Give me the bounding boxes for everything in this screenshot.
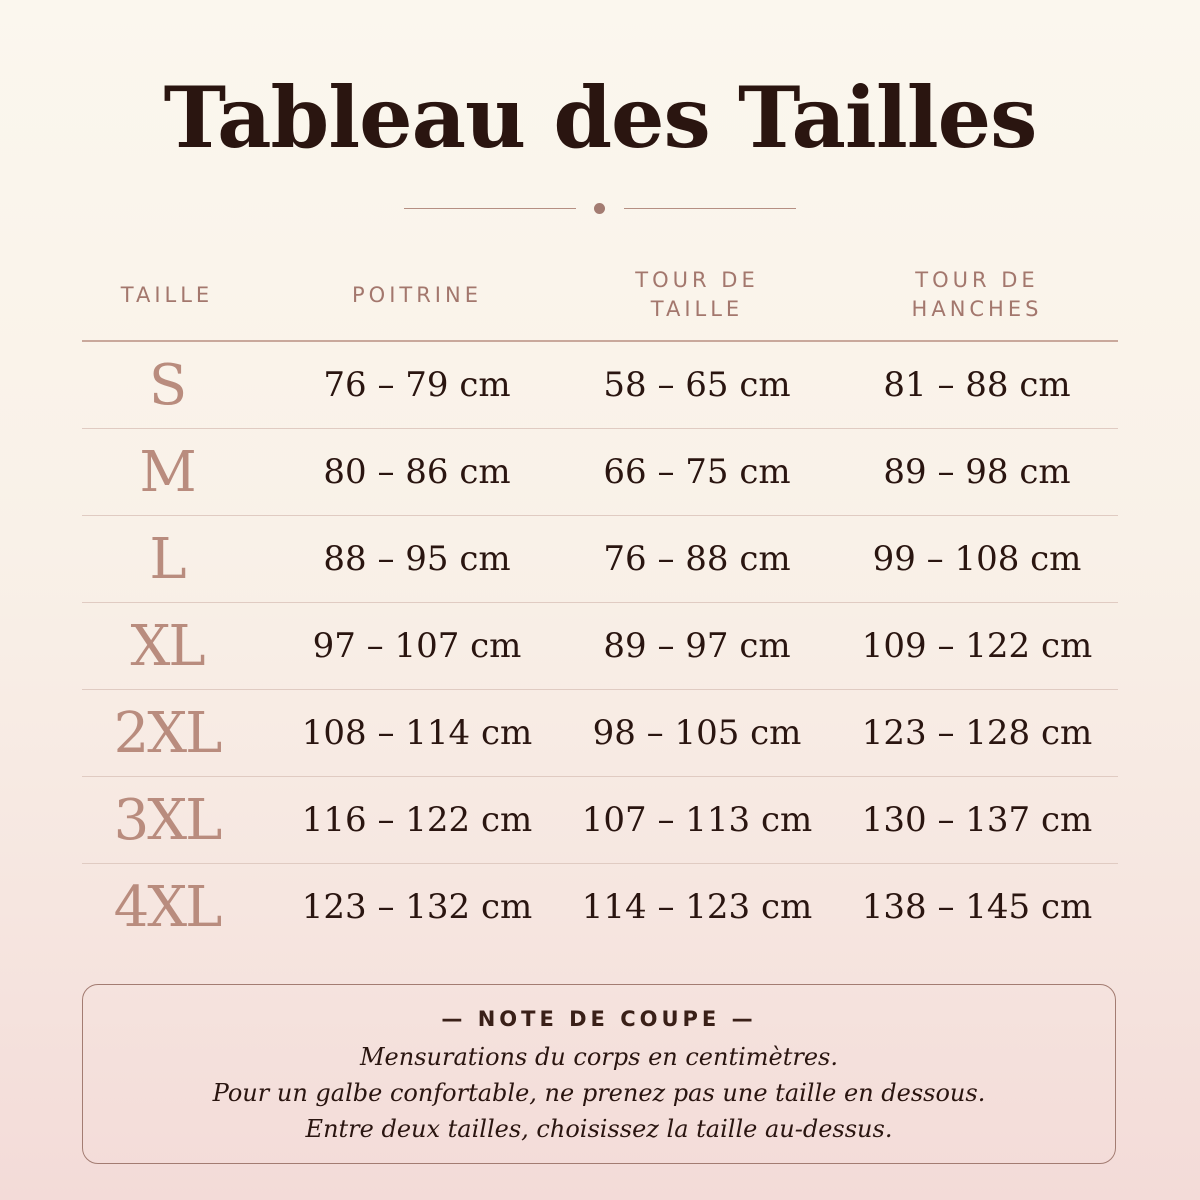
hips-value: 138 – 145 cm [861, 887, 1093, 927]
hips-value: 81 – 88 cm [883, 365, 1071, 405]
title-divider [404, 200, 796, 218]
header-hips [837, 250, 1117, 340]
waist-value: 76 – 88 cm [603, 539, 791, 579]
header-size-label: TAILLE [120, 282, 214, 307]
table-row [82, 342, 1118, 429]
chest-value: 123 – 132 cm [301, 887, 533, 927]
chest-value: 76 – 79 cm [323, 365, 511, 405]
chest-value: 88 – 95 cm [323, 539, 511, 579]
header-hips-line-1: TOUR DE [915, 268, 1039, 292]
header-waist-line-2: TAILLE [650, 297, 744, 321]
hips-value: 109 – 122 cm [861, 626, 1093, 666]
table-header [82, 250, 1118, 342]
hips-value: 99 – 108 cm [872, 539, 1082, 579]
fit-note-line: Mensurations du corps en centimètres. [359, 1043, 839, 1071]
hips-value: 89 – 98 cm [883, 452, 1071, 492]
table-row [82, 516, 1118, 603]
divider-line-right [624, 208, 796, 209]
divider-dot [594, 203, 605, 214]
fit-note-title: — NOTE DE COUPE — [441, 1007, 757, 1031]
chest-value: 108 – 114 cm [301, 713, 533, 753]
header-waist-line-1: TOUR DE [635, 268, 759, 292]
header-size [82, 250, 252, 340]
waist-value: 58 – 65 cm [603, 365, 791, 405]
header-waist [557, 250, 837, 340]
size-label: S [148, 352, 186, 418]
table-row [82, 777, 1118, 864]
hips-value: 123 – 128 cm [861, 713, 1093, 753]
waist-value: 114 – 123 cm [581, 887, 813, 927]
fit-note-text [83, 1039, 1115, 1147]
size-label: L [149, 526, 185, 592]
fit-note-line: Pour un galbe confortable, ne prenez pas une taille en dessous. [212, 1079, 986, 1107]
waist-value: 98 – 105 cm [592, 713, 802, 753]
header-chest-label: POITRINE [352, 282, 482, 307]
hips-value: 130 – 137 cm [861, 800, 1093, 840]
fit-note-box [82, 984, 1116, 1164]
waist-value: 89 – 97 cm [603, 626, 791, 666]
table-row [82, 864, 1118, 950]
waist-value: 107 – 113 cm [581, 800, 813, 840]
fit-note-line: Entre deux tailles, choisissez la taille au-dessus. [305, 1115, 893, 1143]
size-label: 3XL [113, 787, 221, 853]
header-chest [277, 250, 557, 340]
chest-value: 80 – 86 cm [323, 452, 511, 492]
waist-value: 66 – 75 cm [603, 452, 791, 492]
table-row [82, 690, 1118, 777]
table-row [82, 429, 1118, 516]
size-label: M [139, 439, 195, 505]
size-label: XL [130, 613, 204, 679]
chest-value: 116 – 122 cm [301, 800, 533, 840]
page-title: Tableau des Tailles [163, 68, 1037, 167]
header-hips-line-2: HANCHES [911, 297, 1043, 321]
chest-value: 97 – 107 cm [312, 626, 522, 666]
size-table [82, 250, 1118, 950]
size-label: 4XL [113, 874, 221, 940]
divider-line-left [404, 208, 576, 209]
size-label: 2XL [113, 700, 221, 766]
table-row [82, 603, 1118, 690]
